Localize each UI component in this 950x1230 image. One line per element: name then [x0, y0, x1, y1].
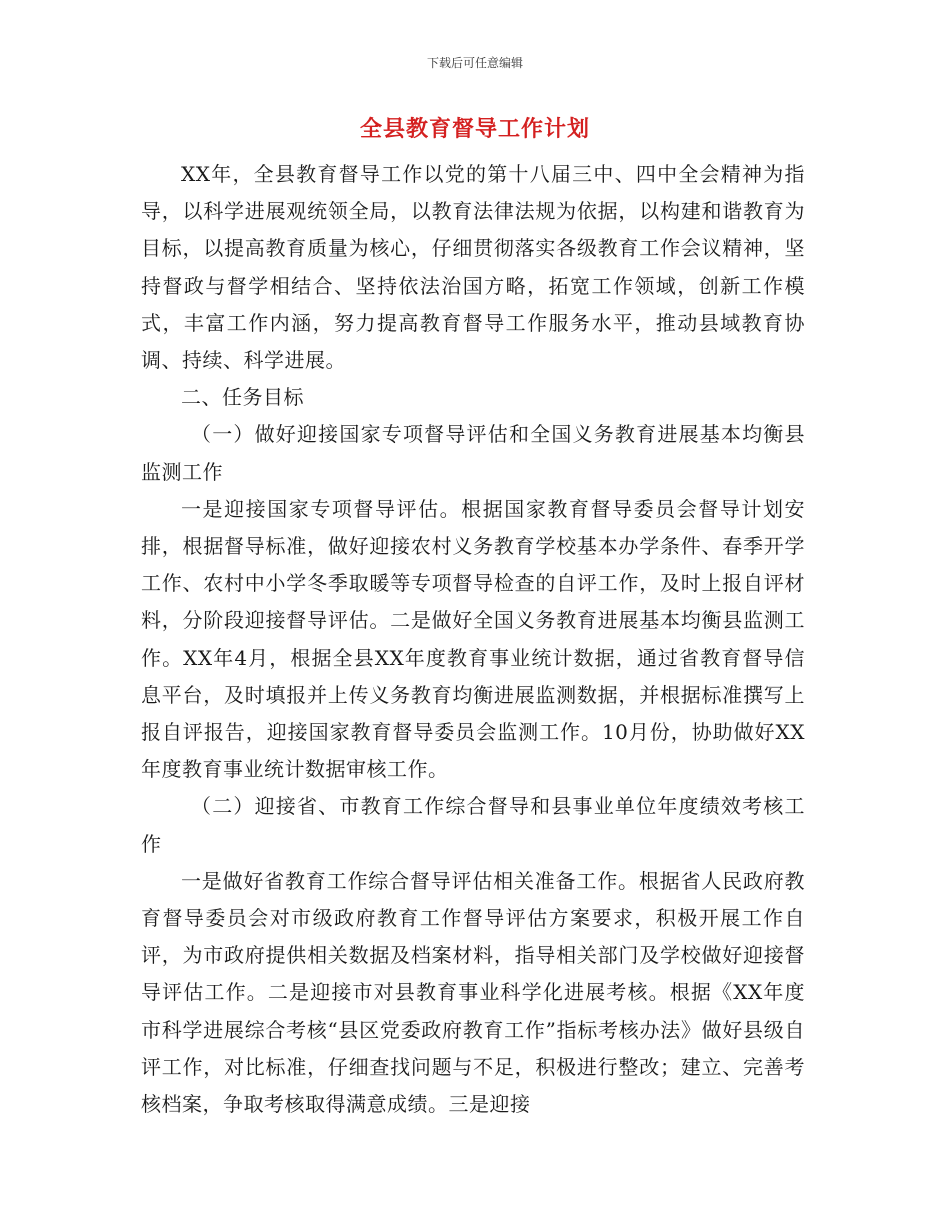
paragraph-national-supervision: 一是迎接国家专项督导评估。根据国家教育督导委员会督导计划安排，根据督导标准，做好迎接农村义务教育学校基本办学条件、春季开学工作、农村中小学冬季取暖等专项督导检查的自评工作，及时上报自评材料，分阶段迎接督导评估。二是做好全国义务教育进展基本均衡县监测工作。XX年4月，根据全县XX年度教育事业统计数据，通过省教育督导信息平台，及时填报并上传义务教育均衡进展监测数据，并根据标准撰写上报自评报告，迎接国家教育督导委员会监测工作。10月份，协助做好XX年度教育事业统计数据审核工作。	[141, 496, 805, 782]
subsection-heading-1: （一）做好迎接国家专项督导评估和全国义务教育进展基本均衡县监测工作	[141, 422, 805, 484]
document-title: 全县教育督导工作计划	[359, 116, 590, 142]
header-note: 下载后可任意编辑	[426, 56, 523, 70]
subsection-heading-2: （二）迎接省、市教育工作综合督导和县事业单位年度绩效考核工作	[141, 794, 805, 856]
section-heading-task-goals: 二、任务目标	[181, 385, 304, 410]
paragraph-provincial-supervision: 一是做好省教育工作综合督导评估相关准备工作。根据省人民政府教育督导委员会对市级政府教育工作督导评估方案要求，积极开展工作自评，为市政府提供相关数据及档案材料，指导相关部门及学校做好迎接督导评估工作。二是迎接市对县教育事业科学化进展考核。根据《XX年度市科学进展综合考核“县区党委政府教育工作”指标考核办法》做好县级自评工作，对比标准，仔细查找问题与不足，积极进行整改；建立、完善考核档案，争取考核取得满意成绩。三是迎接	[141, 868, 805, 1117]
paragraph-intro: XX年，全县教育督导工作以党的第十八届三中、四中全会精神为指导，以科学进展观统领全局，以教育法律法规为依据，以构建和谐教育为目标，以提高教育质量为核心，仔细贯彻落实各级教育工作会议精神，坚持督政与督学相结合、坚持依法治国方略，拓宽工作领域，创新工作模式，丰富工作内涵，努力提高教育督导工作服务水平，推动县域教育协调、持续、科学进展。	[141, 162, 805, 373]
document-body	[141, 156, 805, 1123]
